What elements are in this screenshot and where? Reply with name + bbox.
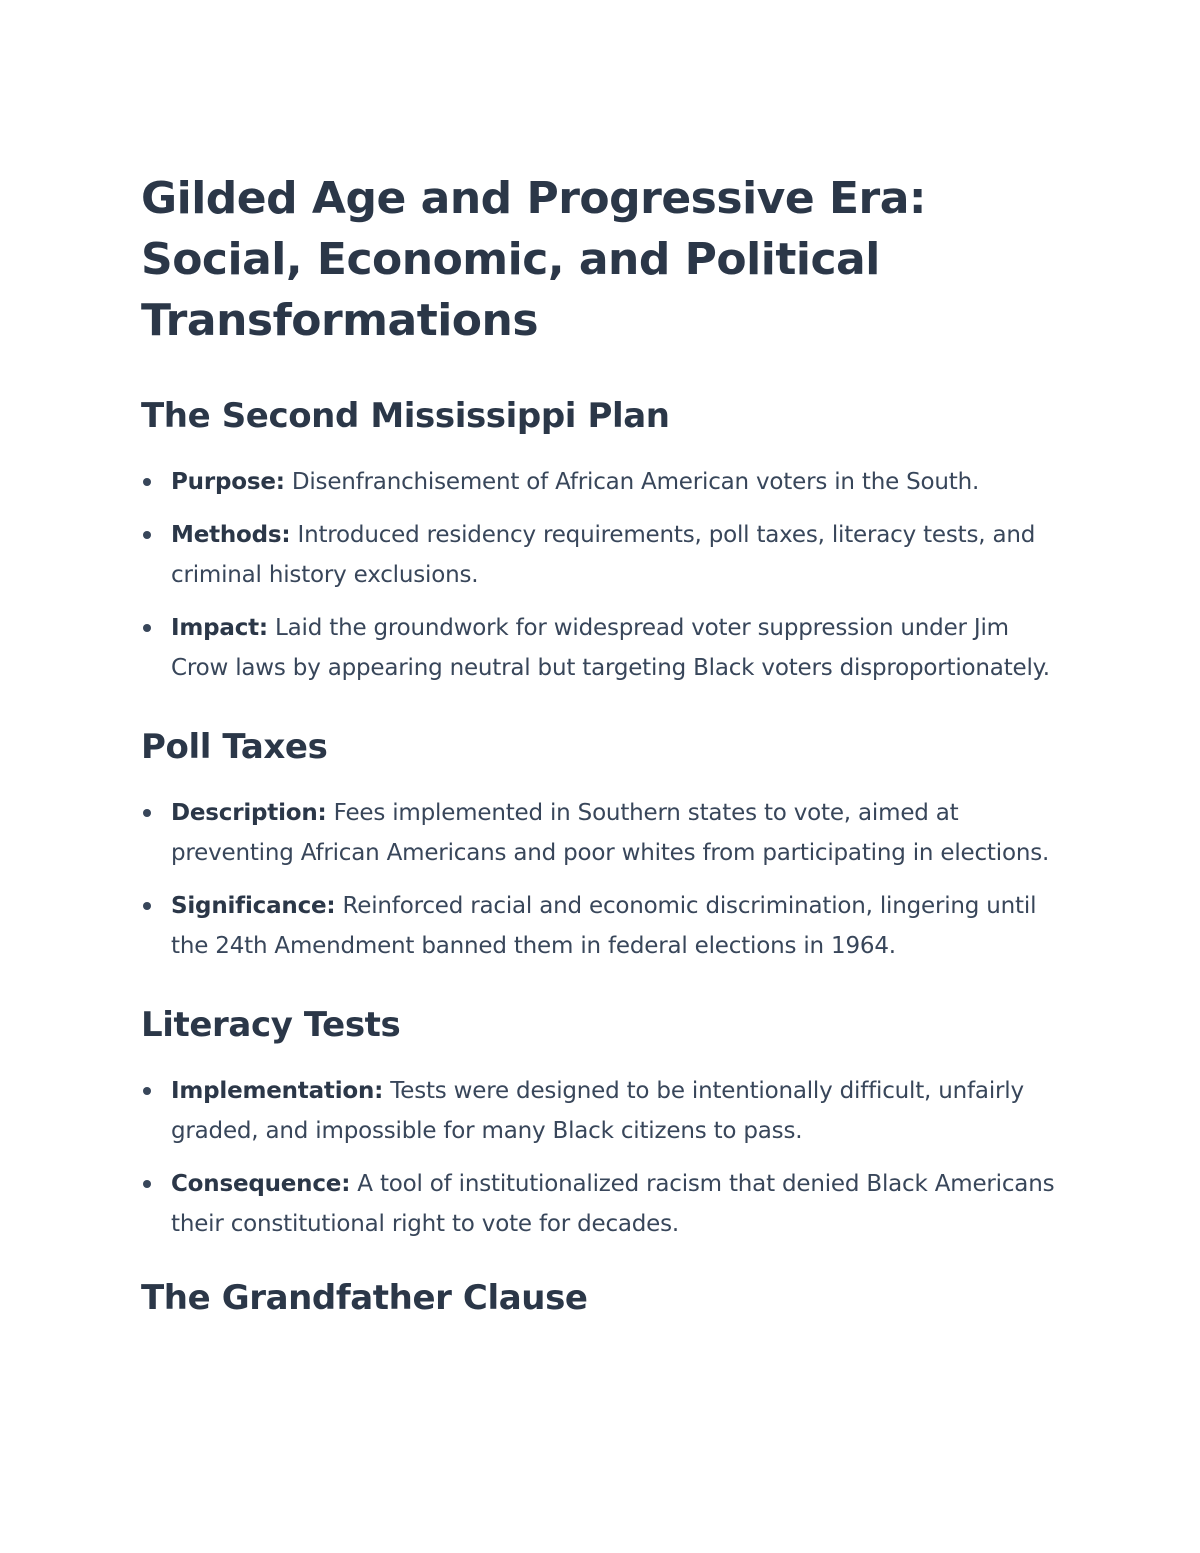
item-text: Disenfranchisement of African American voters in the South. (284, 469, 980, 495)
bullet-list (141, 462, 1061, 688)
bullet-icon (143, 531, 151, 539)
section-heading: Literacy Tests (141, 1005, 401, 1045)
bullet-icon (143, 624, 151, 632)
list-item (141, 462, 1061, 502)
section-heading: Poll Taxes (141, 727, 328, 767)
item-term: Impact: (171, 615, 268, 641)
item-term: Consequence: (171, 1171, 351, 1197)
item-text: A tool of institutionalized racism that denied Black Americans their constitutional right to vote for decades. (171, 1171, 1055, 1237)
list-item (141, 515, 1061, 595)
item-text: Tests were designed to be intentionally difficult, unfairly graded, and impossible for many Black citizens to pass. (171, 1078, 1024, 1144)
item-term: Significance: (171, 893, 336, 919)
list-item (141, 793, 1061, 873)
item-text: Laid the groundwork for widespread voter suppression under Jim Crow laws by appearing neutral but targeting Black voters disproportionately. (171, 615, 1050, 681)
section-literacy-tests (141, 1003, 1061, 1244)
section-poll-taxes (141, 725, 1061, 966)
bullet-list (141, 1071, 1061, 1244)
bullet-icon (143, 478, 151, 486)
item-text: Fees implemented in Southern states to vote, aimed at preventing African Americans and poor whites from participating in elections. (171, 800, 1050, 866)
item-term: Methods: (171, 522, 291, 548)
section-heading: The Second Mississippi Plan (141, 396, 670, 436)
document-page (141, 168, 1061, 1320)
item-term: Purpose: (171, 469, 285, 495)
item-term: Implementation: (171, 1078, 384, 1104)
bullet-list (141, 793, 1061, 966)
bullet-icon (143, 1180, 151, 1188)
section-grandfather-clause (141, 1276, 1061, 1320)
document-title: Gilded Age and Progressive Era: Social, Economic, and Political Transformations (141, 173, 927, 346)
section-heading: The Grandfather Clause (141, 1278, 588, 1318)
item-term: Description: (171, 800, 327, 826)
bullet-icon (143, 902, 151, 910)
item-text: Reinforced racial and economic discrimination, lingering until the 24th Amendment banned them in federal elections in 1964. (171, 893, 1037, 959)
item-text: Introduced residency requirements, poll taxes, literacy tests, and criminal history exclusions. (171, 522, 1036, 588)
list-item (141, 608, 1061, 688)
list-item (141, 886, 1061, 966)
bullet-icon (143, 1087, 151, 1095)
list-item (141, 1164, 1061, 1244)
bullet-icon (143, 809, 151, 817)
section-second-mississippi-plan (141, 394, 1061, 688)
list-item (141, 1071, 1061, 1151)
